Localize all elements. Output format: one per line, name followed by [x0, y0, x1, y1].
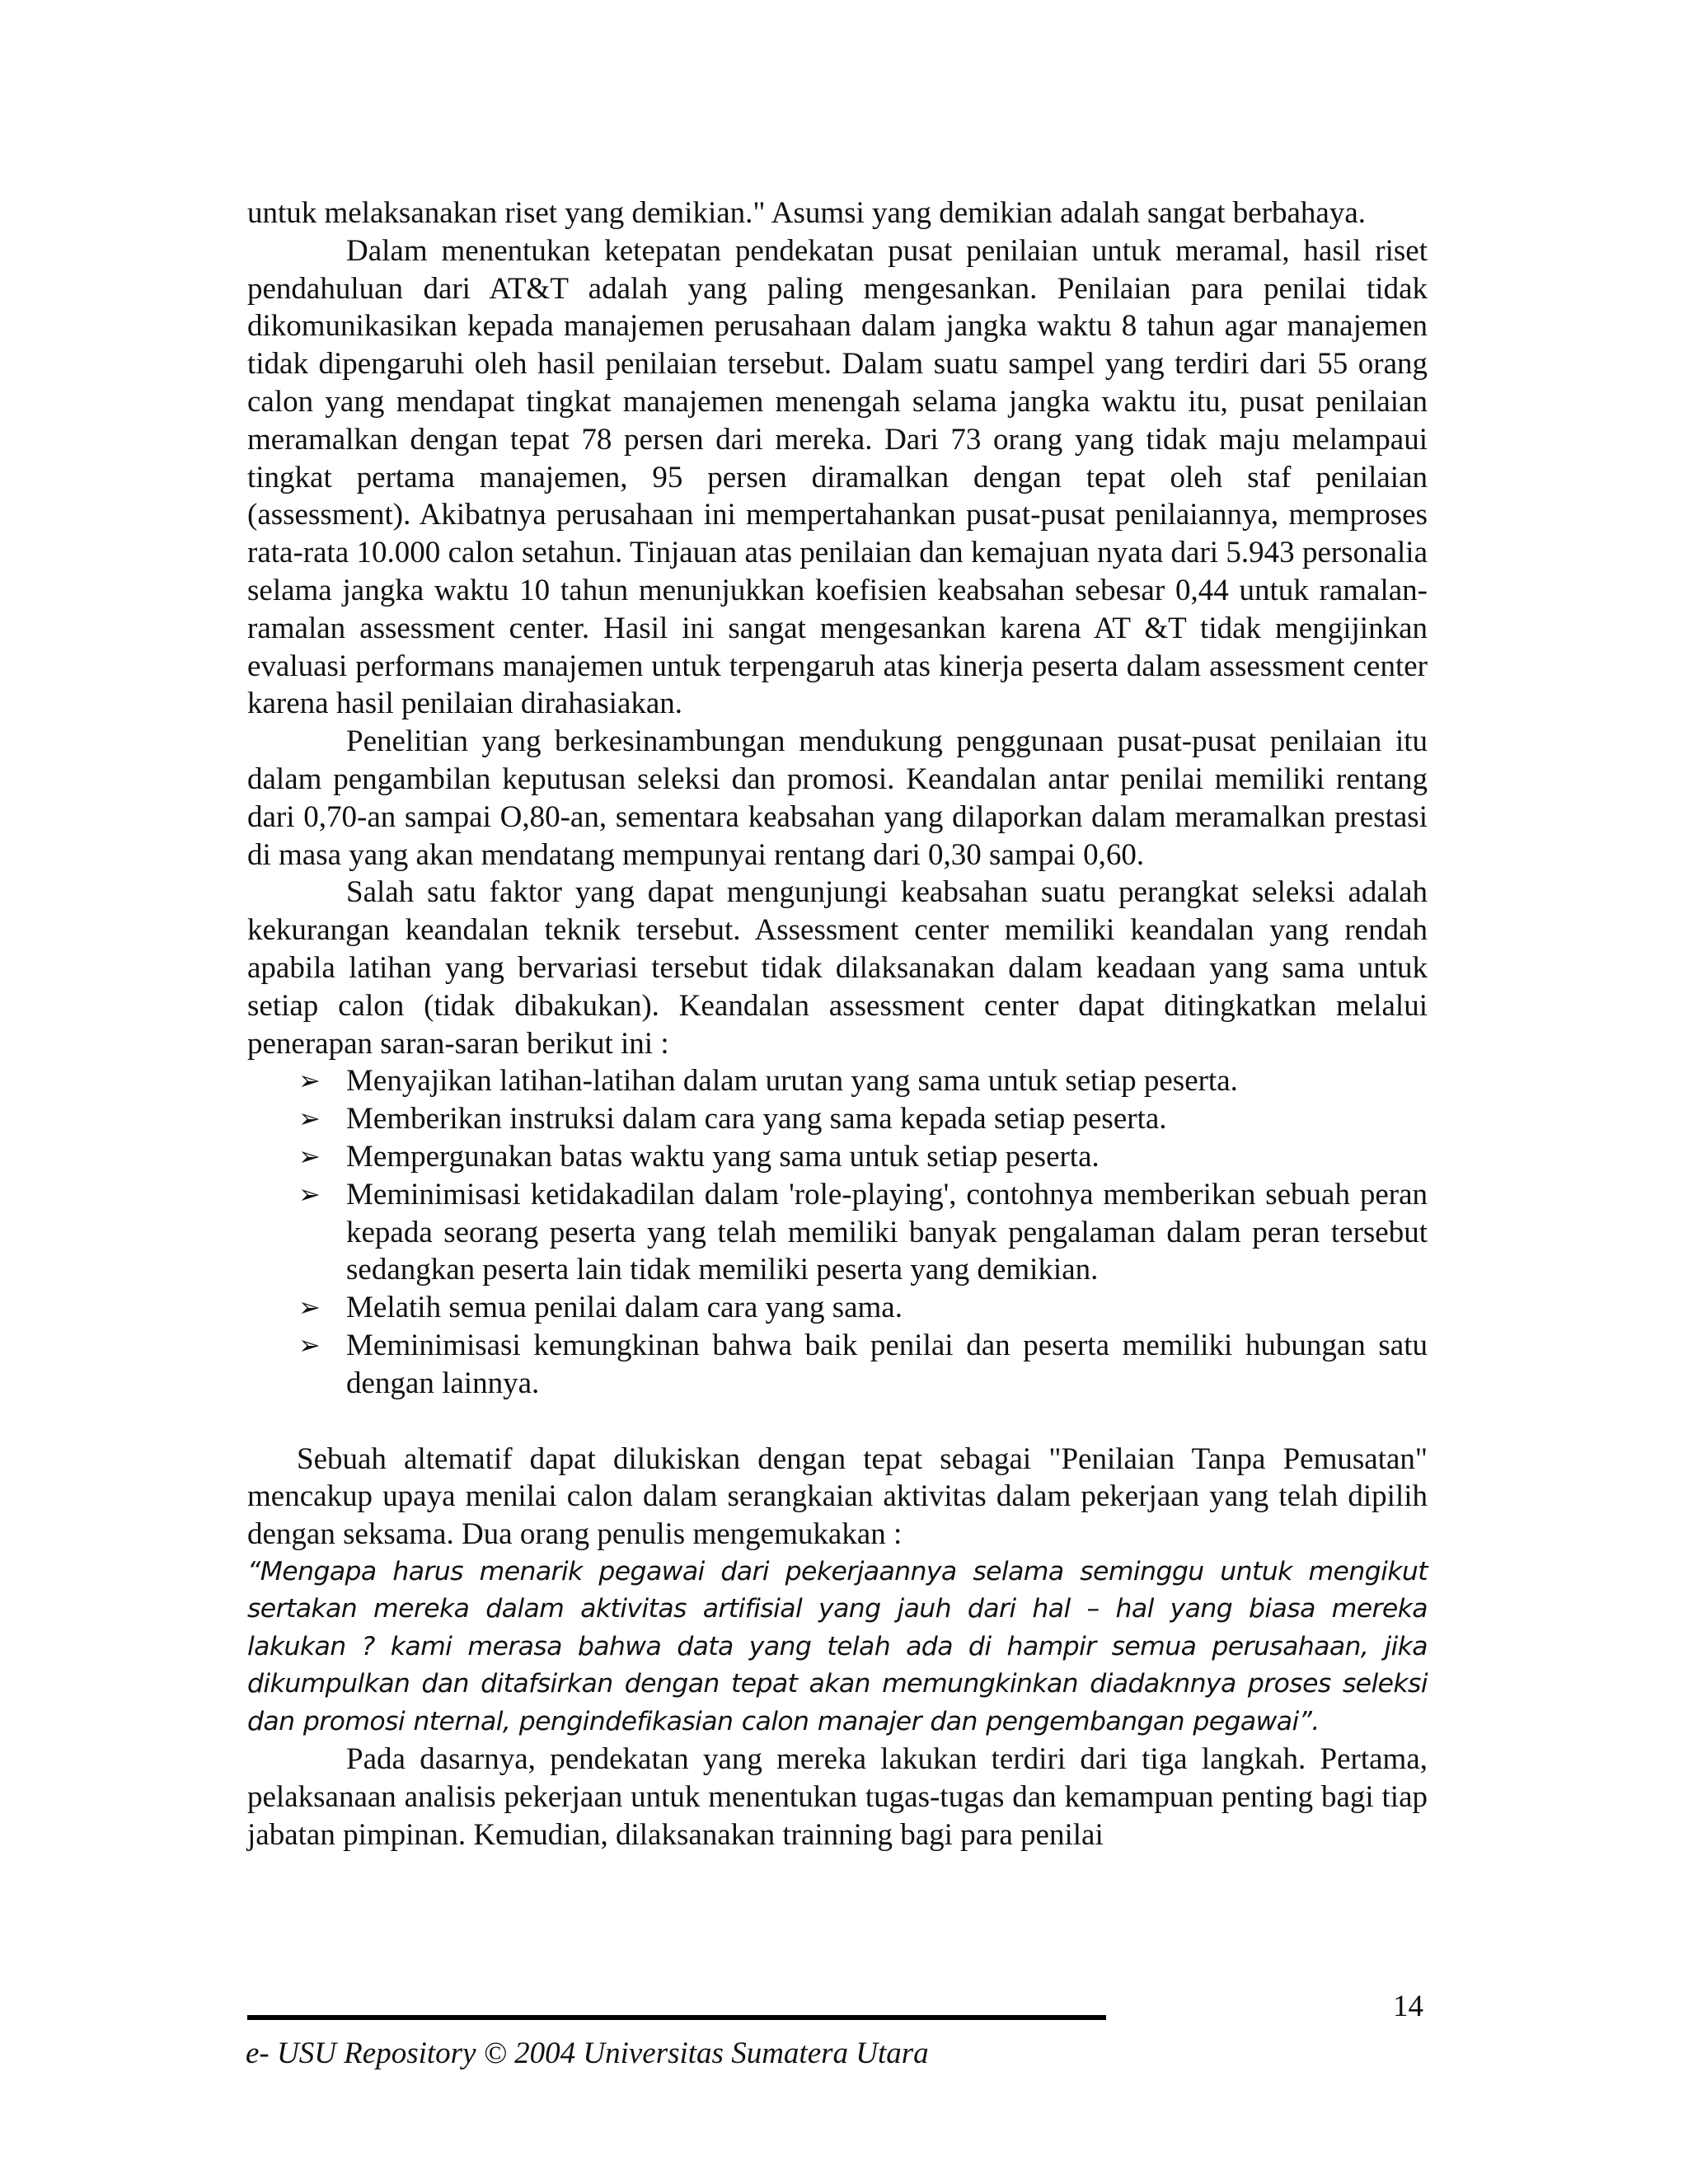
suggestion-list: [247, 1062, 1428, 1402]
list-item: [247, 1138, 1428, 1176]
list-item-text: Mempergunakan batas waktu yang sama untuk setiap peserta.: [346, 1139, 1100, 1174]
footer-divider: [247, 2015, 1106, 2020]
paragraph-reliability: Salah satu faktor yang dapat mengunjungi keabsahan suatu perangkat seleksi adalah kekurangan keandalan teknik tersebut. Assessment center memiliki keandalan yang rendah apabila latihan yang bervariasi tersebut tidak dilaksanakan dalam keadaan yang sama untuk setiap calon (tidak dibakukan). Keandalan assessment center dapat ditingkatkan melalui penerapan saran-saran berikut ini :: [247, 875, 1428, 1061]
paragraph-spacer: [247, 1403, 1428, 1441]
list-item: [247, 1062, 1428, 1100]
list-item-text: Meminimisasi ketidakadilan dalam 'role-playing', contohnya memberikan sebuah peran kepada seorang peserta yang telah memiliki banyak pengalaman dalam peran tersebut sedangkan peserta lain tidak memiliki peserta yang demikian.: [346, 1177, 1428, 1287]
footer-repository-text: e- USU Repository © 2004 Universitas Sumatera Utara: [246, 2036, 929, 2070]
list-item-text: Menyajikan latihan-latihan dalam urutan yang sama untuk setiap peserta.: [346, 1064, 1238, 1099]
arrow-bullet-icon: ➢: [298, 1178, 321, 1210]
block-quote: “Mengapa harus menarik pegawai dari pekerjaannya selama seminggu untuk mengikut sertakan mereka dalam aktivitas artifisial yang jauh dari hal – hal yang biasa mereka lakukan ? kami merasa bahwa data yang telah ada di hampir semua perusahaan, jika dikumpulkan dan ditafsirkan dengan tepat akan memungkinkan diadaknnya proses seleksi dan promosi nternal, pengindefikasian calon manajer dan pengembangan pegawai”.: [247, 1556, 1428, 1736]
paragraph-continuation: untuk melaksanakan riset yang demikian." Asumsi yang demikian adalah sangat berbahaya.: [247, 196, 1366, 230]
page-number: 14: [1393, 1990, 1423, 2023]
list-item-text: Memberikan instruksi dalam cara yang sama kepada setiap peserta.: [346, 1102, 1167, 1137]
paragraph-alternative: Sebuah altematif dapat dilukiskan dengan tepat sebagai "Penilaian Tanpa Pemusatan" mencakup upaya menilai calon dalam serangkaian aktivitas dalam pekerjaan yang telah dipilih dengan seksama. Dua orang penulis mengemukakan :: [247, 1441, 1428, 1552]
list-item: [247, 1176, 1428, 1289]
arrow-bullet-icon: ➢: [298, 1140, 321, 1172]
arrow-bullet-icon: ➢: [298, 1103, 321, 1135]
arrow-bullet-icon: ➢: [298, 1065, 321, 1097]
list-item-text: Meminimisasi kemungkinan bahwa baik penilai dan peserta memiliki hubungan satu dengan lainnya.: [346, 1328, 1428, 1400]
paragraph-continued-research: Penelitian yang berkesinambungan mendukung penggunaan pusat-pusat penilaian itu dalam pengambilan keputusan seleksi dan promosi. Keandalan antar penilai memiliki rentang dari 0,70-an sampai O,80-an, sementara keabsahan yang dilaporkan dalam meramalkan prestasi di masa yang akan mendatang mempunyai rentang dari 0,30 sampai 0,60.: [247, 724, 1428, 872]
paragraph-att-research: Dalam menentukan ketepatan pendekatan pusat penilaian untuk meramal, hasil riset pendahuluan dari AT&T adalah yang paling mengesankan. Penilaian para penilai tidak dikomunikasikan kepada manajemen perusahaan dalam jangka waktu 8 tahun agar manajemen tidak dipengaruhi oleh hasil penilaian tersebut. Dalam suatu sampel yang terdiri dari 55 orang calon yang mendapat tingkat manajemen menengah selama jangka waktu itu, pusat penilaian meramalkan dengan tepat 78 persen dari mereka. Dari 73 orang yang tidak maju melampaui tingkat pertama manajemen, 95 persen diramalkan dengan tepat oleh staf penilaian (assessment). Akibatnya perusahaan ini mempertahankan pusat-pusat penilaiannya, memproses rata-rata 10.000 calon setahun. Tinjauan atas penilaian dan kemajuan nyata dari 5.943 personalia selama jangka waktu 10 tahun menunjukkan koefisien keabsahan sebesar 0,44 untuk ramalan-ramalan assessment center. Hasil ini sangat mengesankan karena AT &T tidak mengijinkan evaluasi performans manajemen untuk terpengaruh atas kinerja peserta dalam assessment center karena hasil penilaian dirahasiakan.: [247, 233, 1428, 721]
list-item: [247, 1327, 1428, 1403]
arrow-bullet-icon: ➢: [298, 1329, 321, 1361]
list-item: [247, 1100, 1428, 1138]
list-item-text: Melatih semua penilai dalam cara yang sama.: [346, 1291, 903, 1325]
paragraph-three-steps: Pada dasarnya, pendekatan yang mereka lakukan terdiri dari tiga langkah. Pertama, pelaksanaan analisis pekerjaan untuk menentukan tugas-tugas dan kemampuan penting bagi tiap jabatan pimpinan. Kemudian, dilaksanakan trainning bagi para penilai: [247, 1742, 1428, 1852]
list-item: [247, 1289, 1428, 1327]
page-body: [247, 194, 1428, 1854]
arrow-bullet-icon: ➢: [298, 1291, 321, 1324]
